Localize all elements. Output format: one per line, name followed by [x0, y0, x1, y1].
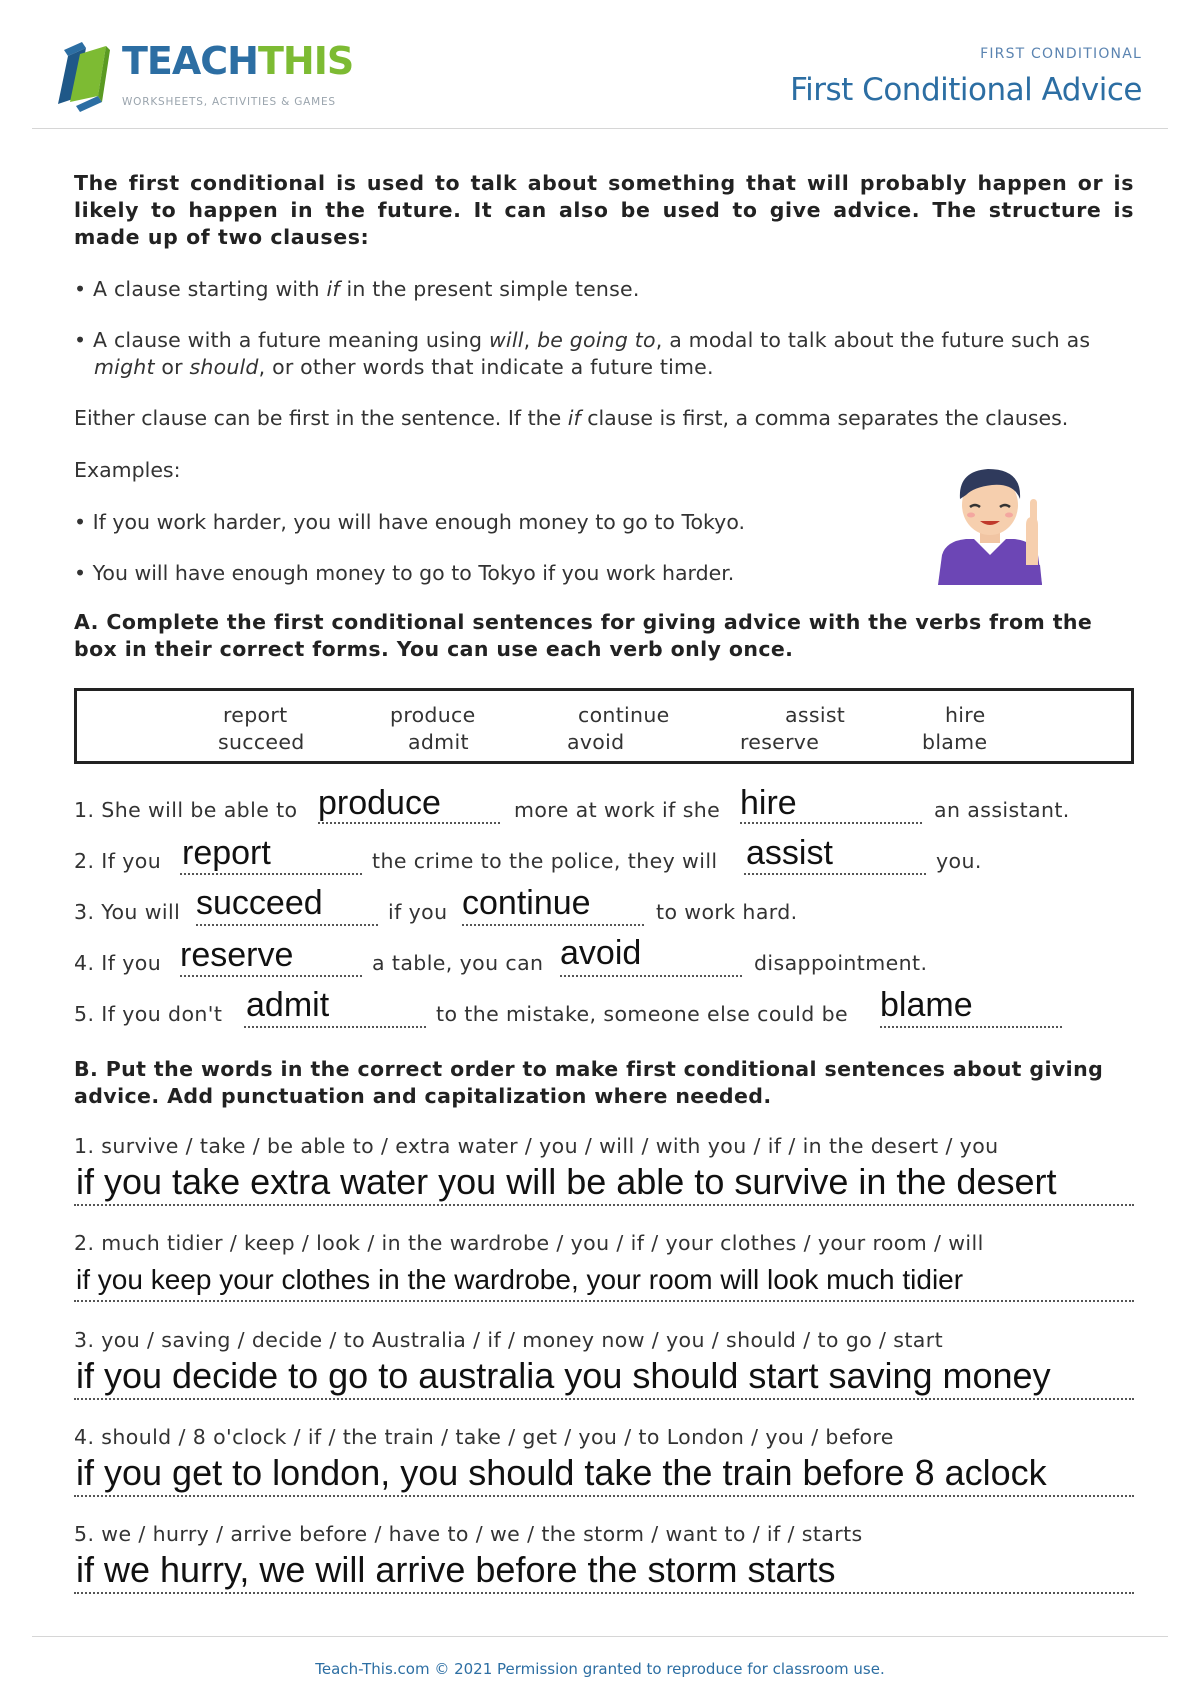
footer-divider [32, 1636, 1168, 1637]
a3-answer2: continue [462, 884, 591, 922]
b4-answer: if you get to london, you should take the train before 8 aclock [76, 1452, 1047, 1493]
a4-part1: 4. If you [74, 951, 162, 975]
b4-prompt: 4. should / 8 o'clock / if / the train / take / get / you / to London / you / before [74, 1425, 894, 1449]
book-logo-icon [56, 40, 116, 112]
either-if: if [567, 406, 581, 430]
a2-part1: 2. If you [74, 849, 162, 873]
a2-answer2: assist [746, 834, 833, 872]
bullet2-should: should [189, 355, 259, 379]
bullet2-or: or [154, 355, 190, 379]
either-text-b: clause is first, a comma separates the clauses. [580, 406, 1069, 430]
a5-part2: to the mistake, someone else could be [436, 1002, 849, 1026]
a5-blank1[interactable] [244, 1026, 426, 1028]
logo-wordmark [122, 39, 354, 83]
verb-avoid: avoid [567, 730, 625, 754]
b3-prompt: 3. you / saving / decide / to Australia / if / money now / you / should / to go / start [74, 1328, 944, 1352]
bullet1-if: if [326, 277, 340, 301]
b5-prompt: 5. we / hurry / arrive before / have to / we / the storm / want to / if / starts [74, 1522, 863, 1546]
thinking-man-illustration [930, 455, 1050, 585]
a1-blank1[interactable] [318, 822, 500, 824]
a2-part2: the crime to the police, they will [372, 849, 718, 873]
a1-part3: an assistant. [934, 798, 1070, 822]
a4-answer2: avoid [560, 934, 642, 972]
verb-report: report [223, 703, 288, 727]
verb-continue: continue [578, 703, 670, 727]
a4-part3: disappointment. [754, 951, 928, 975]
verb-produce: produce [390, 703, 476, 727]
section-a-instructions: A. Complete the first conditional sentences for giving advice with the verbs from the box in their correct forms. You can use each verb only once. [74, 610, 1093, 661]
structure-bullet-2 [74, 327, 1154, 381]
verb-succeed: succeed [218, 730, 305, 754]
a1-part2: more at work if she [514, 798, 721, 822]
a5-answer1: admit [246, 986, 330, 1024]
a4-part2: a table, you can [372, 951, 544, 975]
b2-prompt: 2. much tidier / keep / look / in the wardrobe / you / if / your clothes / your room / will [74, 1231, 984, 1255]
example-2: • You will have enough money to go to Tokyo if you work harder. [74, 561, 735, 585]
a5-blank2[interactable] [880, 1026, 1062, 1028]
a1-answer1: produce [318, 784, 441, 822]
footer-copyright: Teach-This.com © 2021 Permission granted to reproduce for classroom use. [315, 1660, 885, 1678]
logo-tagline: WORKSHEETS, ACTIVITIES & GAMES [122, 96, 336, 108]
header-divider [32, 128, 1168, 129]
logo-teach: TEACH [122, 39, 258, 83]
b2-answer-line[interactable] [74, 1300, 1134, 1302]
b5-answer-line[interactable] [74, 1592, 1134, 1594]
a1-answer2: hire [740, 784, 797, 822]
a3-answer1: succeed [196, 884, 323, 922]
a3-blank2[interactable] [462, 924, 644, 926]
a1-part1: 1. She will be able to [74, 798, 298, 822]
verb-assist: assist [785, 703, 846, 727]
a3-blank1[interactable] [196, 924, 378, 926]
examples-label: Examples: [74, 458, 181, 482]
bullet1-text-b: in the present simple tense. [339, 277, 640, 301]
a4-blank2[interactable] [560, 975, 742, 977]
b1-answer-line[interactable] [74, 1204, 1134, 1206]
bullet2-might: might [94, 355, 155, 379]
b5-answer: if we hurry, we will arrive before the storm starts [76, 1549, 836, 1590]
b1-answer: if you take extra water you will be able to survive in the desert [76, 1161, 1057, 1202]
b3-answer-line[interactable] [74, 1398, 1134, 1400]
a2-blank2[interactable] [744, 873, 926, 875]
bullet1-text-a: • A clause starting with [74, 277, 327, 301]
either-text-a: Either clause can be first in the sentence. If the [74, 406, 568, 430]
structure-bullet-1 [74, 276, 1154, 303]
bullet2-text-b: , a modal to talk about the future such as [655, 328, 1091, 352]
logo-this: THIS [257, 39, 354, 83]
either-clause-note [74, 405, 1134, 432]
intro-paragraph: The first conditional is used to talk about something that will probably happen or is likely to happen in the future. It can also be used to give advice. The structure is made up of two clauses: [74, 171, 1134, 249]
bullet2-will: will [488, 328, 524, 352]
verb-admit: admit [408, 730, 469, 754]
a2-part3: you. [936, 849, 982, 873]
header-kicker: FIRST CONDITIONAL [980, 46, 1142, 62]
bullet2-text-a: • A clause with a future meaning using [74, 328, 489, 352]
page-title: First Conditional Advice [790, 72, 1142, 108]
a3-part1: 3. You will [74, 900, 181, 924]
a5-part1: 5. If you don't [74, 1002, 223, 1026]
a3-part2: if you [388, 900, 448, 924]
bullet2-sep: , [523, 328, 538, 352]
b1-prompt: 1. survive / take / be able to / extra water / you / will / with you / if / in the desert / you [74, 1134, 999, 1158]
a5-answer2: blame [880, 986, 973, 1024]
section-b-instructions: B. Put the words in the correct order to make first conditional sentences about giving advice. Add punctuation and capitalization where needed. [74, 1057, 1104, 1108]
b2-answer: if you keep your clothes in the wardrobe, your room will look much tidier [76, 1264, 964, 1295]
bullet2-going-to: be going to [537, 328, 656, 352]
a2-blank1[interactable] [180, 873, 362, 875]
example-1: • If you work harder, you will have enough money to go to Tokyo. [74, 510, 746, 534]
a1-blank2[interactable] [740, 822, 922, 824]
teach-this-logo [56, 40, 376, 116]
verb-hire: hire [945, 703, 986, 727]
a2-answer1: report [182, 834, 271, 872]
verb-box [74, 688, 1134, 764]
bullet2-text-c: , or other words that indicate a future time. [258, 355, 714, 379]
a4-answer1: reserve [180, 936, 294, 974]
verb-reserve: reserve [740, 730, 820, 754]
b4-answer-line[interactable] [74, 1495, 1134, 1497]
a3-part3: to work hard. [656, 900, 798, 924]
a4-blank1[interactable] [180, 975, 362, 977]
b3-answer: if you decide to go to australia you should start saving money [76, 1355, 1051, 1396]
verb-blame: blame [922, 730, 988, 754]
